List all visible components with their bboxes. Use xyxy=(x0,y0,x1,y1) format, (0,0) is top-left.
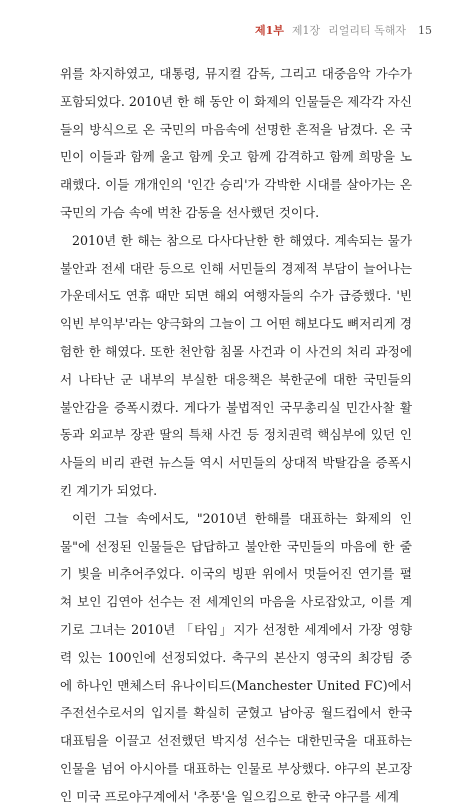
page-number: 15 xyxy=(418,24,432,37)
paragraph: 2010년 한 해는 참으로 다사다난한 한 해였다. 계속되는 물가 불안과 전세 대란 등으로 인해 서민들의 경제적 부담이 늘어나는 가운데서도 연휴 때만 되면 해외 여행자들의 수가 급증했다. '빈익빈 부익부'라는 양극화의 그늘이 그 어떤 해보다도 뼈저리게 경험한 한 해였다. 또한 천안함 침몰 사건과 이 사건의 처리 과정에서 나타난 군 내부의 부실한 대응책은 북한군에 대한 국민들의 불안감을 증폭시켰다. 게다가 불법적인 국무총리실 민간사찰 활동과 외교부 장관 딸의 특채 사건 등 정치권력 핵심부에 있던 인사들의 비리 관련 뉴스들 역시 서민들의 상대적 박탈감을 증폭시킨 계기가 되었다. xyxy=(60,232,412,498)
body-text xyxy=(60,60,412,811)
header-chapter-title: 리얼리티 독해자 xyxy=(328,24,406,37)
header-chapter-label: 제1장 xyxy=(291,24,321,37)
running-header xyxy=(255,22,432,38)
header-part-label: 제1부 xyxy=(254,24,284,37)
paragraph: 이런 그늘 속에서도, "2010년 한해를 대표하는 화제의 인물"에 선정된 인물들은 답답하고 불안한 국민들의 마음에 한 줄기 빛을 비추어주었다. 이국의 빙판 위에서 멋들어진 연기를 펼쳐 보인 김연아 선수는 전 세계인의 마음을 사로잡았고, 이를 계기로 그녀는 2010년 「타임」지가 선정한 세계에서 가장 영향력 있는 100인에 선정되었다. 축구의 본산지 영국의 최강팀 중에 하나인 맨체스터 유나이티드(Manchester United FC)에서 주전선수로서의 입지를 확실히 굳혔고 남아공 월드컵에서 한국 대표팀을 이끌고 선전했던 박지성 선수는 대한민국을 대표하는 인물을 넘어 아시아를 대표하는 인물로 부상했다. 야구의 본고장인 미국 프로야구계에서 '추풍'을 일으킴으로 한국 야구를 세계 xyxy=(60,510,412,804)
paragraph-continued: 위를 차지하였고, 대통령, 뮤지컬 감독, 그리고 대중음악 가수가 포함되었다. 2010년 한 해 동안 이 화제의 인물들은 제각각 자신들의 방식으로 온 국민의 마음속에 선명한 흔적을 남겼다. 온 국민이 이들과 함께 울고 함께 웃고 함께 감격하고 함께 희망을 노래했다. 이들 개개인의 '인간 승리'가 각박한 시대를 살아가는 온 국민의 가슴 속에 벅찬 감동을 선사했던 것이다. xyxy=(60,66,412,220)
